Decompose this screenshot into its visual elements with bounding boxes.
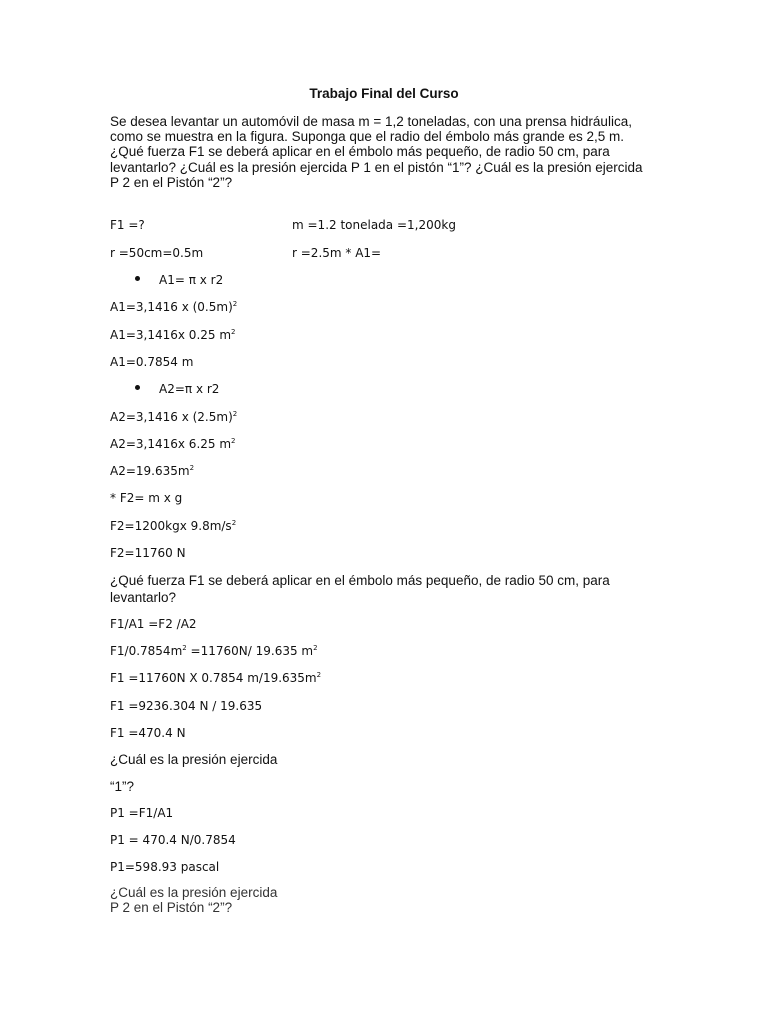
question-f1: ¿Qué fuerza F1 se deberá aplicar en el émbolo más pequeño, de radio 50 cm, para levantarlo? <box>110 573 610 605</box>
bullet-icon <box>135 276 140 281</box>
a2-step1: A2=3,1416 x $(2.5m)^2$ <box>110 410 238 424</box>
f1-result: F1 =470.4 N <box>110 726 186 740</box>
problem-line: Se desea levantar un automóvil de masa m = 1,2 toneladas, con una prensa hidráulica, <box>110 114 632 129</box>
problem-line: ¿Qué fuerza F1 se deberá aplicar en el émbolo más pequeño, de radio 50 cm, para <box>110 144 610 160</box>
a1-step1: A1=3,1416 x $(0.5m)^2$ <box>110 300 238 314</box>
a1-formula: A1= π x r2 <box>159 273 224 287</box>
problem-line: levantarlo? ¿Cuál es la presión ejercida P 1 en el pistón “1”? ¿Cuál es la presión ejercida <box>110 159 643 175</box>
question-p1-line1: ¿Cuál es la presión ejercida <box>110 752 278 767</box>
a1-step2: A1=3,1416x 0.25 $m^2$ <box>110 328 236 342</box>
f2-step: F2=1200kgx $9.8m/s^2$ <box>110 519 237 533</box>
p1-result: P1=598.93 pascal <box>110 860 220 874</box>
a2-formula: A2=π x r2 <box>159 382 220 396</box>
question-p1-line2: “1”? <box>110 779 135 794</box>
f2-formula: * F2= m x g <box>110 491 183 505</box>
f1-multiplication: F1 =11760N X 0.7854 $m/19.635m^2$ <box>110 671 322 685</box>
a2-step2: A2=3,1416x 6.25 $m^2$ <box>110 437 236 451</box>
given-mass: m =1.2 tonelada =1,200kg <box>292 218 456 232</box>
f1-ratio: F1/A1 =F2 /A2 <box>110 617 197 631</box>
f2-result: F2=11760 N <box>110 546 186 560</box>
question-p2: ¿Cuál es la presión ejercida P 2 en el Pistón “2”? <box>110 885 278 915</box>
problem-line: como se muestra en la figura. Suponga que el radio del émbolo más grande es 2,5 m. <box>110 129 625 145</box>
f1-division: F1 =9236.304 N / 19.635 <box>110 699 263 713</box>
given-large-radius: r =2.5m * A1= <box>292 246 382 260</box>
a1-result: A1=0.7854 m <box>110 355 194 369</box>
p1-formula: P1 =F1/A1 <box>110 806 174 820</box>
a2-result: $A2=19.635m^2$ <box>110 464 195 478</box>
p1-step: P1 = 470.4 N/0.7854 <box>110 833 236 847</box>
f1-substitution: $F1/0.7854m^2 =11760N/$ 19.635 $m^2$ <box>110 644 318 658</box>
given-small-radius: r =50cm=0.5m <box>110 246 204 260</box>
problem-statement <box>110 114 670 190</box>
bullet-icon <box>135 385 140 390</box>
problem-line: P 2 en el Pistón “2”? <box>110 174 233 190</box>
document-title: Trabajo Final del Curso <box>309 86 459 101</box>
given-f1: F1 =? <box>110 218 145 232</box>
